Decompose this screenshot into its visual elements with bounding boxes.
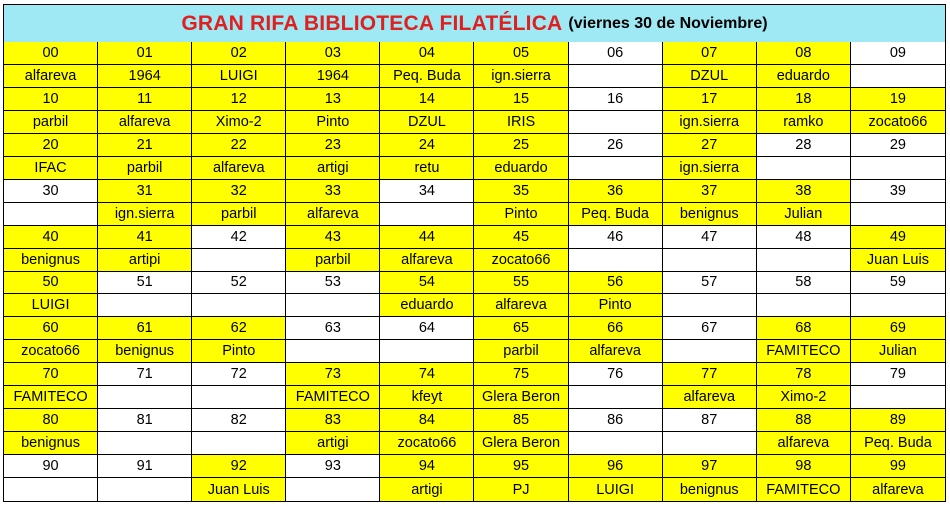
- participant-name-cell: [569, 432, 663, 455]
- raffle-number-cell: 66: [569, 317, 663, 340]
- raffle-number-cell: 94: [380, 455, 474, 478]
- raffle-number-cell: 97: [663, 455, 757, 478]
- raffle-number-cell: 08: [757, 42, 851, 65]
- raffle-number-cell: 41: [98, 226, 192, 249]
- raffle-number-cell: 82: [192, 409, 286, 432]
- participant-name-cell: DZUL: [663, 65, 757, 88]
- raffle-number-cell: 09: [851, 42, 945, 65]
- raffle-number-cell: 64: [380, 317, 474, 340]
- participant-name-cell: alfareva: [569, 340, 663, 363]
- participant-name-cell: eduardo: [380, 294, 474, 317]
- raffle-number-cell: 54: [380, 272, 474, 295]
- raffle-number-cell: 02: [192, 42, 286, 65]
- participant-name-cell: benignus: [4, 432, 98, 455]
- raffle-number-cell: 48: [757, 226, 851, 249]
- participant-name-cell: [851, 65, 945, 88]
- raffle-number-cell: 33: [286, 180, 380, 203]
- raffle-number-cell: 74: [380, 363, 474, 386]
- participant-name-cell: [757, 249, 851, 272]
- participant-name-cell: alfareva: [851, 478, 945, 501]
- raffle-number-cell: 91: [98, 455, 192, 478]
- participant-name-cell: zocato66: [4, 340, 98, 363]
- participant-name-cell: zocato66: [380, 432, 474, 455]
- participant-name-cell: [569, 65, 663, 88]
- participant-name-cell: Julian: [851, 340, 945, 363]
- participant-name-cell: eduardo: [757, 65, 851, 88]
- raffle-number-cell: 26: [569, 134, 663, 157]
- raffle-number-cell: 88: [757, 409, 851, 432]
- raffle-number-cell: 71: [98, 363, 192, 386]
- raffle-number-cell: 43: [286, 226, 380, 249]
- participant-name-cell: IFAC: [4, 157, 98, 180]
- participant-name-cell: [98, 478, 192, 501]
- raffle-number-cell: 93: [286, 455, 380, 478]
- raffle-number-cell: 35: [474, 180, 568, 203]
- raffle-number-cell: 47: [663, 226, 757, 249]
- participant-name-cell: 1964: [98, 65, 192, 88]
- participant-name-cell: [98, 432, 192, 455]
- participant-name-cell: [286, 294, 380, 317]
- participant-name-cell: Julian: [757, 203, 851, 226]
- raffle-number-cell: 52: [192, 272, 286, 295]
- participant-name-cell: alfareva: [663, 386, 757, 409]
- raffle-number-cell: 90: [4, 455, 98, 478]
- participant-name-cell: ramko: [757, 111, 851, 134]
- participant-name-cell: parbil: [286, 249, 380, 272]
- page-subtitle-date: (viernes 30 de Noviembre): [568, 14, 768, 32]
- participant-name-cell: Ximo-2: [757, 386, 851, 409]
- participant-name-cell: [286, 478, 380, 501]
- raffle-number-cell: 73: [286, 363, 380, 386]
- raffle-number-cell: 80: [4, 409, 98, 432]
- raffle-number-cell: 34: [380, 180, 474, 203]
- raffle-number-cell: 00: [4, 42, 98, 65]
- participant-name-cell: artipi: [98, 249, 192, 272]
- participant-name-cell: alfareva: [286, 203, 380, 226]
- raffle-number-cell: 06: [569, 42, 663, 65]
- participant-name-cell: alfareva: [98, 111, 192, 134]
- raffle-number-cell: 56: [569, 272, 663, 295]
- raffle-number-cell: 50: [4, 272, 98, 295]
- raffle-number-cell: 12: [192, 88, 286, 111]
- participant-name-cell: kfeyt: [380, 386, 474, 409]
- raffle-number-cell: 53: [286, 272, 380, 295]
- raffle-number-cell: 40: [4, 226, 98, 249]
- participant-name-cell: [757, 294, 851, 317]
- raffle-number-cell: 51: [98, 272, 192, 295]
- participant-name-cell: PJ: [474, 478, 568, 501]
- participant-name-cell: benignus: [98, 340, 192, 363]
- participant-name-cell: [4, 478, 98, 501]
- raffle-number-cell: 92: [192, 455, 286, 478]
- title-banner: [4, 5, 945, 43]
- raffle-number-cell: 18: [757, 88, 851, 111]
- participant-name-cell: [192, 294, 286, 317]
- participant-name-cell: [757, 157, 851, 180]
- raffle-number-cell: 14: [380, 88, 474, 111]
- participant-name-cell: Pinto: [192, 340, 286, 363]
- participant-name-cell: ign.sierra: [98, 203, 192, 226]
- raffle-number-cell: 49: [851, 226, 945, 249]
- participant-name-cell: Juan Luis: [192, 478, 286, 501]
- raffle-number-cell: 81: [98, 409, 192, 432]
- participant-name-cell: [569, 386, 663, 409]
- raffle-number-cell: 60: [4, 317, 98, 340]
- raffle-number-cell: 59: [851, 272, 945, 295]
- participant-name-cell: LUIGI: [4, 294, 98, 317]
- participant-name-cell: FAMITECO: [757, 340, 851, 363]
- raffle-number-cell: 77: [663, 363, 757, 386]
- raffle-number-cell: 70: [4, 363, 98, 386]
- raffle-number-cell: 83: [286, 409, 380, 432]
- participant-name-cell: 1964: [286, 65, 380, 88]
- participant-name-cell: Glera Beron: [474, 386, 568, 409]
- participant-name-cell: alfareva: [474, 294, 568, 317]
- raffle-number-cell: 10: [4, 88, 98, 111]
- raffle-number-cell: 58: [757, 272, 851, 295]
- raffle-number-cell: 45: [474, 226, 568, 249]
- participant-name-cell: eduardo: [474, 157, 568, 180]
- raffle-number-cell: 75: [474, 363, 568, 386]
- participant-name-cell: FAMITECO: [757, 478, 851, 501]
- raffle-number-cell: 57: [663, 272, 757, 295]
- raffle-number-cell: 69: [851, 317, 945, 340]
- raffle-number-cell: 62: [192, 317, 286, 340]
- raffle-number-cell: 19: [851, 88, 945, 111]
- participant-name-cell: [569, 157, 663, 180]
- raffle-number-cell: 30: [4, 180, 98, 203]
- participant-name-cell: DZUL: [380, 111, 474, 134]
- raffle-number-cell: 44: [380, 226, 474, 249]
- raffle-number-cell: 78: [757, 363, 851, 386]
- participant-name-cell: [98, 386, 192, 409]
- participant-name-cell: [663, 249, 757, 272]
- participant-name-cell: [380, 203, 474, 226]
- participant-name-cell: alfareva: [757, 432, 851, 455]
- raffle-number-cell: 04: [380, 42, 474, 65]
- participant-name-cell: artigi: [286, 432, 380, 455]
- raffle-number-cell: 21: [98, 134, 192, 157]
- participant-name-cell: IRIS: [474, 111, 568, 134]
- raffle-number-cell: 03: [286, 42, 380, 65]
- raffle-number-cell: 23: [286, 134, 380, 157]
- raffle-number-cell: 79: [851, 363, 945, 386]
- raffle-number-cell: 16: [569, 88, 663, 111]
- participant-name-cell: [851, 386, 945, 409]
- participant-name-cell: FAMITECO: [4, 386, 98, 409]
- raffle-number-cell: 39: [851, 180, 945, 203]
- participant-name-cell: artigi: [380, 478, 474, 501]
- participant-name-cell: [192, 432, 286, 455]
- raffle-number-cell: 07: [663, 42, 757, 65]
- raffle-number-cell: 32: [192, 180, 286, 203]
- raffle-number-cell: 38: [757, 180, 851, 203]
- participant-name-cell: LUIGI: [569, 478, 663, 501]
- raffle-number-cell: 15: [474, 88, 568, 111]
- participant-name-cell: LUIGI: [192, 65, 286, 88]
- participant-name-cell: alfareva: [380, 249, 474, 272]
- raffle-number-cell: 29: [851, 134, 945, 157]
- participant-name-cell: parbil: [4, 111, 98, 134]
- raffle-number-cell: 67: [663, 317, 757, 340]
- raffle-grid: [4, 42, 945, 501]
- raffle-number-cell: 20: [4, 134, 98, 157]
- raffle-number-cell: 28: [757, 134, 851, 157]
- participant-name-cell: Pinto: [474, 203, 568, 226]
- participant-name-cell: Ximo-2: [192, 111, 286, 134]
- participant-name-cell: [569, 249, 663, 272]
- participant-name-cell: benignus: [663, 478, 757, 501]
- participant-name-cell: zocato66: [851, 111, 945, 134]
- participant-name-cell: alfareva: [4, 65, 98, 88]
- participant-name-cell: Peq. Buda: [569, 203, 663, 226]
- participant-name-cell: benignus: [4, 249, 98, 272]
- participant-name-cell: artigi: [286, 157, 380, 180]
- participant-name-cell: parbil: [474, 340, 568, 363]
- participant-name-cell: [569, 111, 663, 134]
- participant-name-cell: benignus: [663, 203, 757, 226]
- participant-name-cell: [192, 249, 286, 272]
- participant-name-cell: ign.sierra: [663, 157, 757, 180]
- participant-name-cell: [663, 294, 757, 317]
- participant-name-cell: parbil: [192, 203, 286, 226]
- raffle-number-cell: 63: [286, 317, 380, 340]
- raffle-number-cell: 65: [474, 317, 568, 340]
- raffle-number-cell: 95: [474, 455, 568, 478]
- raffle-number-cell: 72: [192, 363, 286, 386]
- raffle-number-cell: 68: [757, 317, 851, 340]
- raffle-number-cell: 42: [192, 226, 286, 249]
- participant-name-cell: ign.sierra: [474, 65, 568, 88]
- participant-name-cell: [663, 432, 757, 455]
- participant-name-cell: [851, 203, 945, 226]
- raffle-number-cell: 37: [663, 180, 757, 203]
- raffle-number-cell: 96: [569, 455, 663, 478]
- raffle-number-cell: 87: [663, 409, 757, 432]
- raffle-number-cell: 85: [474, 409, 568, 432]
- raffle-number-cell: 99: [851, 455, 945, 478]
- participant-name-cell: [286, 340, 380, 363]
- participant-name-cell: [98, 294, 192, 317]
- raffle-number-cell: 89: [851, 409, 945, 432]
- participant-name-cell: alfareva: [192, 157, 286, 180]
- raffle-sheet: [3, 4, 946, 502]
- page-title: GRAN RIFA BIBLIOTECA FILATÉLICA: [181, 11, 563, 35]
- raffle-number-cell: 76: [569, 363, 663, 386]
- raffle-number-cell: 27: [663, 134, 757, 157]
- participant-name-cell: Pinto: [286, 111, 380, 134]
- participant-name-cell: Glera Beron: [474, 432, 568, 455]
- raffle-number-cell: 61: [98, 317, 192, 340]
- raffle-number-cell: 98: [757, 455, 851, 478]
- participant-name-cell: Peq. Buda: [380, 65, 474, 88]
- participant-name-cell: [851, 157, 945, 180]
- raffle-number-cell: 01: [98, 42, 192, 65]
- raffle-number-cell: 55: [474, 272, 568, 295]
- raffle-number-cell: 31: [98, 180, 192, 203]
- raffle-number-cell: 05: [474, 42, 568, 65]
- participant-name-cell: Pinto: [569, 294, 663, 317]
- participant-name-cell: retu: [380, 157, 474, 180]
- raffle-number-cell: 36: [569, 180, 663, 203]
- raffle-number-cell: 46: [569, 226, 663, 249]
- participant-name-cell: parbil: [98, 157, 192, 180]
- participant-name-cell: [4, 203, 98, 226]
- participant-name-cell: Peq. Buda: [851, 432, 945, 455]
- raffle-number-cell: 24: [380, 134, 474, 157]
- participant-name-cell: [851, 294, 945, 317]
- raffle-number-cell: 25: [474, 134, 568, 157]
- participant-name-cell: zocato66: [474, 249, 568, 272]
- raffle-number-cell: 13: [286, 88, 380, 111]
- raffle-number-cell: 11: [98, 88, 192, 111]
- raffle-number-cell: 86: [569, 409, 663, 432]
- participant-name-cell: ign.sierra: [663, 111, 757, 134]
- raffle-number-cell: 17: [663, 88, 757, 111]
- raffle-number-cell: 22: [192, 134, 286, 157]
- raffle-number-cell: 84: [380, 409, 474, 432]
- participant-name-cell: [663, 340, 757, 363]
- participant-name-cell: [380, 340, 474, 363]
- participant-name-cell: FAMITECO: [286, 386, 380, 409]
- participant-name-cell: [192, 386, 286, 409]
- participant-name-cell: Juan Luis: [851, 249, 945, 272]
